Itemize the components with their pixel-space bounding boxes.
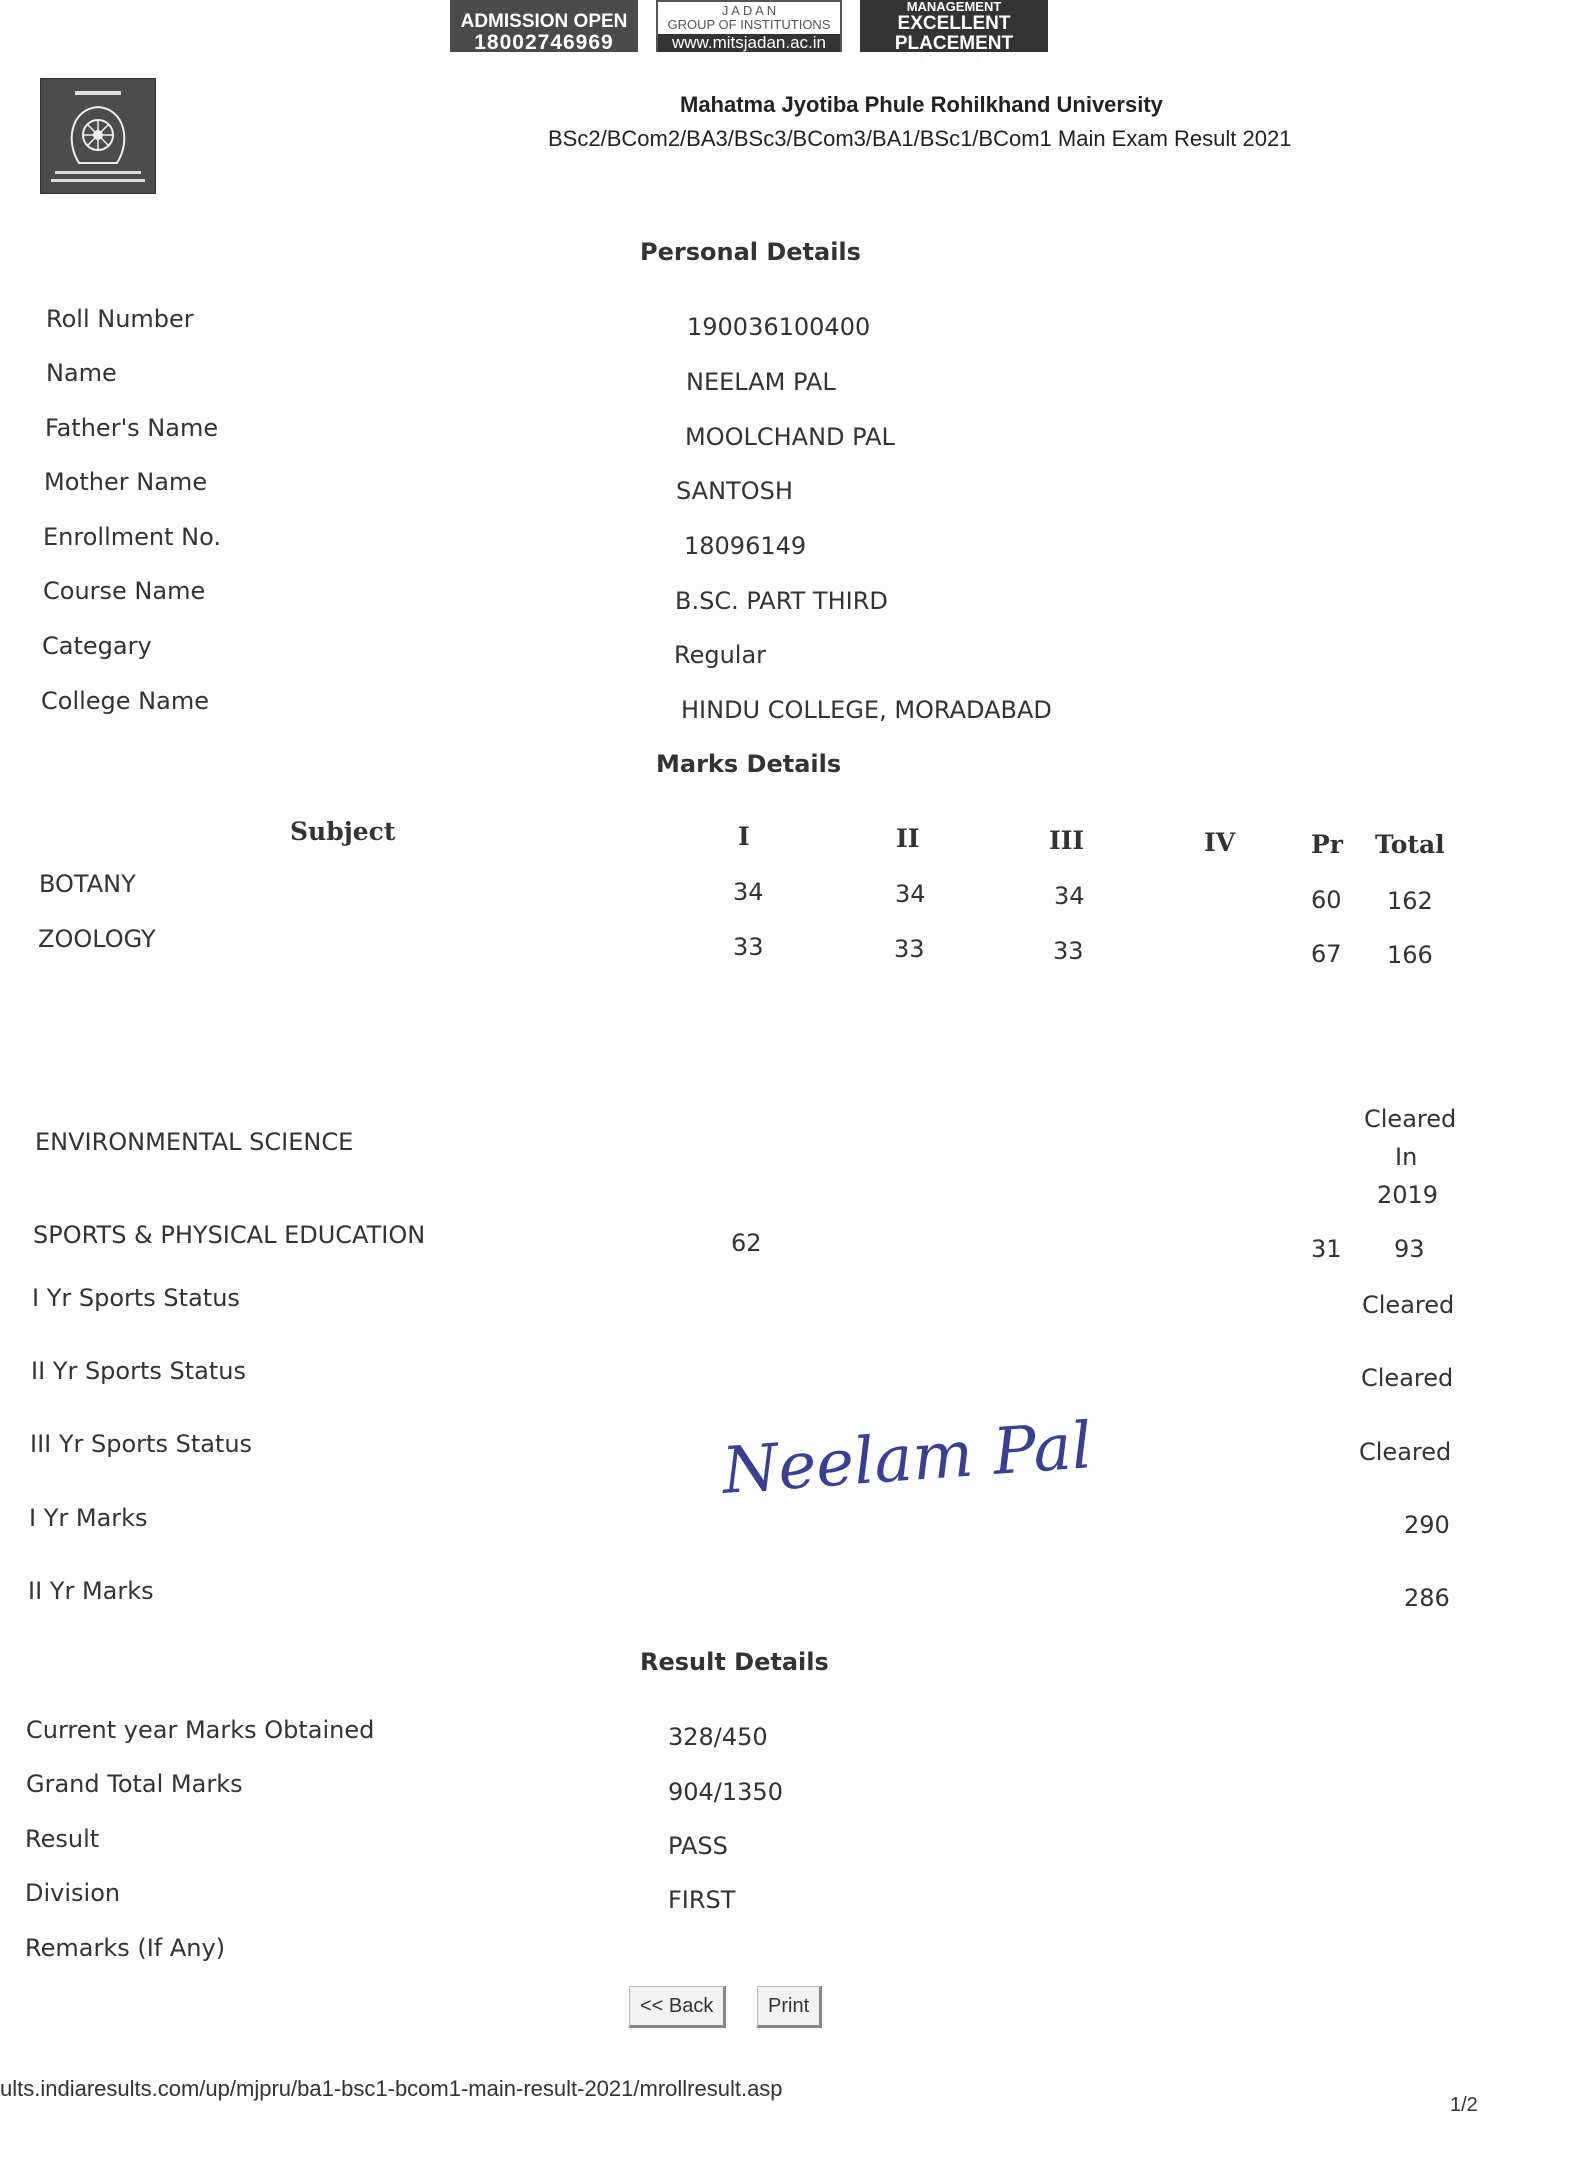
- practical-mark: 67: [1311, 940, 1342, 968]
- ad-placement-phone: Call- 9887313330: [860, 54, 1048, 75]
- exam-title: BSc2/BCom2/BA3/BSc3/BCom3/BA1/BSc1/BCom1 Main Exam Result 2021: [548, 126, 1292, 151]
- course-name-label: Course Name: [43, 577, 206, 605]
- ad-jadan-url: www.mitsjadan.ac.in: [658, 34, 840, 52]
- total-mark: 166: [1387, 941, 1433, 969]
- ad-admission-phone: 18002746969: [474, 30, 614, 54]
- current-marks-value: 328/450: [668, 1723, 768, 1751]
- current-marks-label: Current year Marks Obtained: [26, 1716, 375, 1744]
- ad-placement-text: EXCELLENT PLACEMENT: [894, 12, 1014, 54]
- total-header: Total: [1375, 830, 1445, 859]
- grand-total-value: 904/1350: [668, 1778, 783, 1806]
- ad-admission-text: ADMISSION OPEN: [460, 11, 628, 32]
- ad-jadan-name: J A D A N: [721, 3, 777, 18]
- category-label: Categary: [42, 632, 152, 660]
- year-marks-label: I Yr Marks: [29, 1504, 148, 1532]
- year-marks-label: II Yr Marks: [28, 1577, 154, 1605]
- sports-status-value: Cleared: [1362, 1291, 1455, 1319]
- university-emblem-icon: [41, 79, 155, 193]
- mother-name-value: SANTOSH: [676, 477, 793, 505]
- subject-name: SPORTS & PHYSICAL EDUCATION: [33, 1221, 426, 1249]
- subject-header: Subject: [290, 817, 396, 846]
- subject-name: BOTANY: [39, 870, 136, 898]
- paper-i-mark: 34: [733, 878, 764, 906]
- personal-details-heading: Personal Details: [640, 238, 861, 266]
- name-value: NEELAM PAL: [686, 368, 836, 396]
- sports-status-label: I Yr Sports Status: [32, 1284, 240, 1312]
- sports-status-value: Cleared: [1359, 1438, 1452, 1466]
- paper-iii-mark: 33: [1053, 937, 1084, 965]
- paper-i-mark: 62: [731, 1229, 762, 1257]
- category-value: Regular: [674, 641, 767, 669]
- sports-status-label: II Yr Sports Status: [31, 1357, 246, 1385]
- course-name-value: B.SC. PART THIRD: [675, 587, 888, 615]
- env-status-in: In: [1395, 1143, 1418, 1171]
- sports-status-value: Cleared: [1361, 1364, 1454, 1392]
- paper-iv-header: IV: [1204, 828, 1236, 857]
- grand-total-label: Grand Total Marks: [26, 1770, 243, 1798]
- roll-number-label: Roll Number: [46, 305, 194, 333]
- fathers-name-label: Father's Name: [45, 414, 219, 442]
- result-details-heading: Result Details: [640, 1648, 829, 1676]
- total-mark: 93: [1394, 1235, 1425, 1263]
- subject-name: ZOOLOGY: [38, 925, 156, 953]
- division-value: FIRST: [668, 1886, 736, 1914]
- env-status-year: 2019: [1377, 1181, 1439, 1209]
- paper-iii-mark: 34: [1054, 882, 1085, 910]
- paper-ii-header: II: [896, 824, 920, 853]
- ad-jadan-group: GROUP OF INSTITUTIONS: [667, 16, 831, 32]
- roll-number-value: 190036100400: [687, 313, 871, 341]
- mother-name-label: Mother Name: [44, 468, 208, 496]
- ad-admission-open[interactable]: [450, 0, 638, 52]
- enrollment-value: 18096149: [684, 532, 807, 560]
- year-marks-value: 290: [1404, 1511, 1450, 1539]
- practical-header: Pr: [1311, 830, 1343, 859]
- enrollment-label: Enrollment No.: [43, 523, 221, 551]
- ad-placement[interactable]: [860, 0, 1048, 75]
- college-name-label: College Name: [41, 687, 209, 715]
- paper-iii-header: III: [1049, 826, 1085, 855]
- fathers-name-value: MOOLCHAND PAL: [685, 423, 895, 451]
- paper-i-mark: 33: [733, 933, 764, 961]
- remarks-label: Remarks (If Any): [25, 1934, 226, 1962]
- page-url: ults.indiaresults.com/up/mjpru/ba1-bsc1-bcom1-main-result-2021/mrollresult.asp: [0, 2076, 783, 2101]
- year-marks-value: 286: [1404, 1584, 1450, 1612]
- subject-name: ENVIRONMENTAL SCIENCE: [35, 1128, 354, 1156]
- page-number: 1/2: [1450, 2094, 1478, 2116]
- ad-jadan[interactable]: [656, 0, 842, 52]
- practical-mark: 60: [1311, 886, 1342, 914]
- college-name-value: HINDU COLLEGE, MORADABAD: [681, 696, 1052, 724]
- back-button[interactable]: << Back: [629, 1986, 726, 2028]
- university-logo: [40, 78, 156, 194]
- env-status: Cleared: [1364, 1105, 1457, 1133]
- marks-details-heading: Marks Details: [656, 750, 842, 778]
- total-mark: 162: [1387, 887, 1433, 915]
- print-button[interactable]: Print: [757, 1986, 822, 2028]
- division-label: Division: [25, 1879, 121, 1907]
- university-name: Mahatma Jyotiba Phule Rohilkhand University: [680, 92, 1163, 117]
- practical-mark: 31: [1311, 1235, 1342, 1263]
- name-label: Name: [46, 359, 117, 387]
- result-value: PASS: [668, 1832, 728, 1860]
- paper-i-header: I: [738, 822, 750, 851]
- paper-ii-mark: 33: [894, 935, 925, 963]
- handwritten-signature: Neelam Pal: [719, 1409, 1095, 1509]
- sports-status-label: III Yr Sports Status: [30, 1430, 253, 1458]
- result-label: Result: [25, 1825, 100, 1853]
- paper-ii-mark: 34: [895, 880, 926, 908]
- ad-placement-management: MANAGEMENT: [906, 0, 1002, 14]
